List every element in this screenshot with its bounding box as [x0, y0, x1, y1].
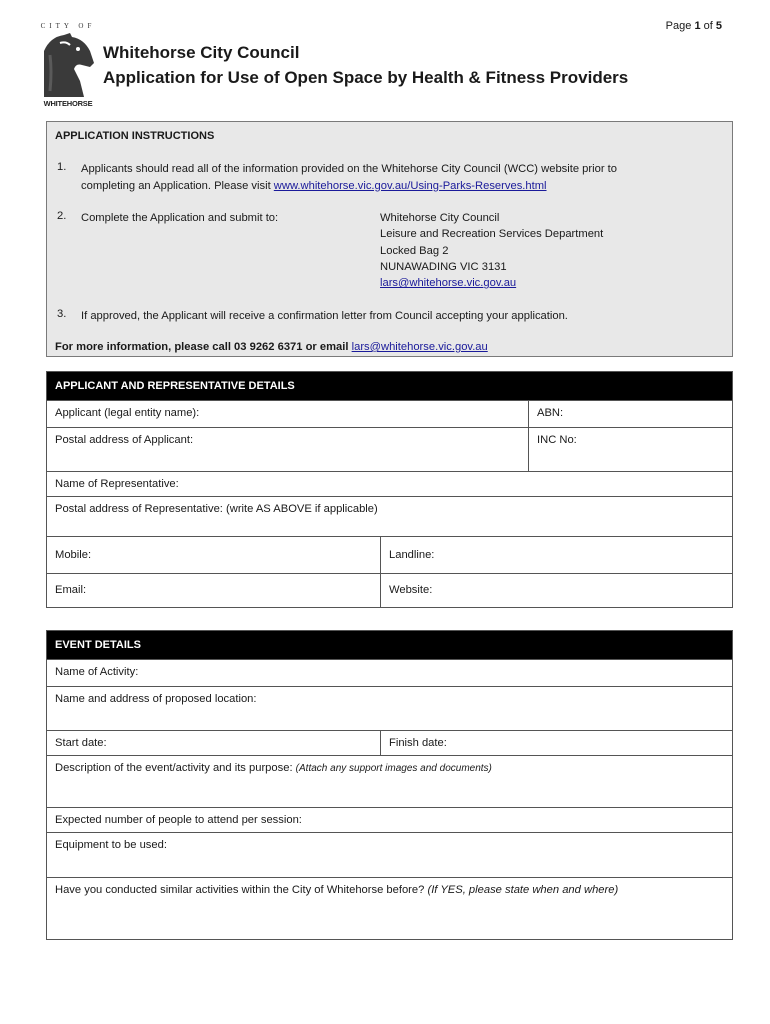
- similar-activities-field[interactable]: [47, 878, 732, 939]
- applicant-row-legal: [47, 400, 732, 427]
- attendees-field[interactable]: [47, 808, 732, 832]
- event-row-similar: [47, 877, 732, 939]
- page-label: Page: [665, 20, 692, 32]
- activity-name-field[interactable]: [47, 660, 732, 686]
- location-field[interactable]: [47, 687, 732, 730]
- applicant-section-heading: APPLICANT AND REPRESENTATIVE DETAILS: [47, 372, 732, 400]
- field-label: Description of the event/activity and its purpose:: [55, 762, 296, 774]
- event-row-description: [47, 755, 732, 807]
- field-label: ABN:: [537, 407, 564, 419]
- page-number: [666, 20, 722, 32]
- instructions-heading: APPLICATION INSTRUCTIONS: [55, 130, 215, 142]
- council-logo: [38, 22, 98, 114]
- applicant-row-rep: [47, 471, 732, 496]
- equipment-field[interactable]: [47, 833, 732, 877]
- description-field[interactable]: [47, 756, 732, 807]
- field-label: INC No:: [537, 434, 577, 446]
- event-row-dates: [47, 730, 732, 755]
- address-line: NUNAWADING VIC 3131: [380, 260, 507, 273]
- field-label: Equipment to be used:: [55, 839, 167, 851]
- event-row-attendees: [47, 807, 732, 832]
- field-label: Landline:: [389, 549, 435, 561]
- field-label: Name and address of proposed location:: [55, 693, 257, 705]
- more-info-text: For more information, please call 03 9262 6371 or email: [55, 341, 352, 353]
- field-label: Name of Activity:: [55, 666, 139, 678]
- more-info: [55, 341, 488, 353]
- applicant-row-postal: [47, 427, 732, 471]
- instruction-text: [81, 161, 617, 194]
- instruction-line: Applicants should read all of the information provided on the Whitehorse City Council (WCC) website prior to: [81, 163, 618, 175]
- address-line: Locked Bag 2: [380, 244, 449, 257]
- event-section-heading: EVENT DETAILS: [47, 631, 732, 659]
- field-label: Email:: [55, 584, 87, 596]
- submission-email-link[interactable]: lars@whitehorse.vic.gov.au: [380, 277, 517, 290]
- legal-name-field[interactable]: [47, 401, 528, 427]
- instructions-box: [46, 121, 733, 357]
- title-line-1: Whitehorse City Council: [103, 43, 300, 62]
- email-field[interactable]: [47, 574, 380, 607]
- logo-top-text: CITY OF: [40, 22, 96, 30]
- field-label: Mobile:: [55, 549, 92, 561]
- page-of: of: [703, 20, 713, 32]
- instruction-line-prefix: completing an Application. Please visit: [81, 179, 274, 192]
- start-date-field[interactable]: [47, 731, 380, 755]
- instruction-text: Complete the Application and submit to:: [81, 212, 279, 224]
- website-link[interactable]: www.whitehorse.vic.gov.au/Using-Parks-Reserves.html: [273, 179, 547, 192]
- website-field[interactable]: [380, 574, 732, 607]
- field-label: Expected number of people to attend per session:: [55, 814, 302, 826]
- representative-postal-field[interactable]: [47, 497, 732, 536]
- field-label: Name of Representative:: [55, 478, 179, 490]
- field-note: (Attach any support images and documents): [295, 763, 492, 774]
- document-title: [103, 40, 628, 90]
- applicant-row-phone: [47, 536, 732, 573]
- postal-address-field[interactable]: [47, 428, 528, 471]
- instruction-line: [81, 178, 617, 195]
- field-label: Applicant (legal entity name):: [55, 407, 200, 419]
- logo-bottom-text: WHITEHORSE: [43, 99, 93, 108]
- page-current: 1: [694, 20, 701, 32]
- instruction-number: 2.: [57, 210, 67, 222]
- field-label: Finish date:: [389, 737, 447, 749]
- applicant-section: [46, 371, 733, 608]
- horse-head-icon: [40, 31, 96, 99]
- more-info-email-link[interactable]: lars@whitehorse.vic.gov.au: [351, 341, 488, 353]
- applicant-row-web: [47, 573, 732, 607]
- title-line-2: Application for Use of Open Space by Health & Fitness Providers: [103, 68, 629, 87]
- landline-field[interactable]: [380, 537, 732, 573]
- submission-address: [380, 210, 603, 291]
- field-label: Have you conducted similar activities within the City of Whitehorse before?: [55, 884, 428, 896]
- mobile-field[interactable]: [47, 537, 380, 573]
- event-row-location: [47, 686, 732, 730]
- address-line: Leisure and Recreation Services Department: [380, 228, 604, 241]
- applicant-row-rep-postal: [47, 496, 732, 536]
- field-label: Postal address of Representative: (write AS ABOVE if applicable): [55, 503, 378, 515]
- inc-number-field[interactable]: [528, 428, 732, 471]
- field-note: (If YES, please state when and where): [427, 884, 619, 896]
- event-row-equipment: [47, 832, 732, 877]
- address-line: Whitehorse City Council: [380, 212, 500, 224]
- instruction-text: If approved, the Applicant will receive a confirmation letter from Council accepting your application.: [81, 310, 568, 322]
- field-label: Website:: [389, 584, 433, 596]
- field-label: Postal address of Applicant:: [55, 434, 194, 446]
- representative-name-field[interactable]: [47, 472, 732, 496]
- instruction-number: 3.: [57, 308, 67, 320]
- finish-date-field[interactable]: [380, 731, 732, 755]
- event-row-activity: [47, 659, 732, 686]
- field-label: Start date:: [55, 737, 107, 749]
- event-section: [46, 630, 733, 940]
- instruction-number: 1.: [57, 161, 67, 173]
- abn-field[interactable]: [528, 401, 732, 427]
- page-total: 5: [715, 20, 722, 32]
